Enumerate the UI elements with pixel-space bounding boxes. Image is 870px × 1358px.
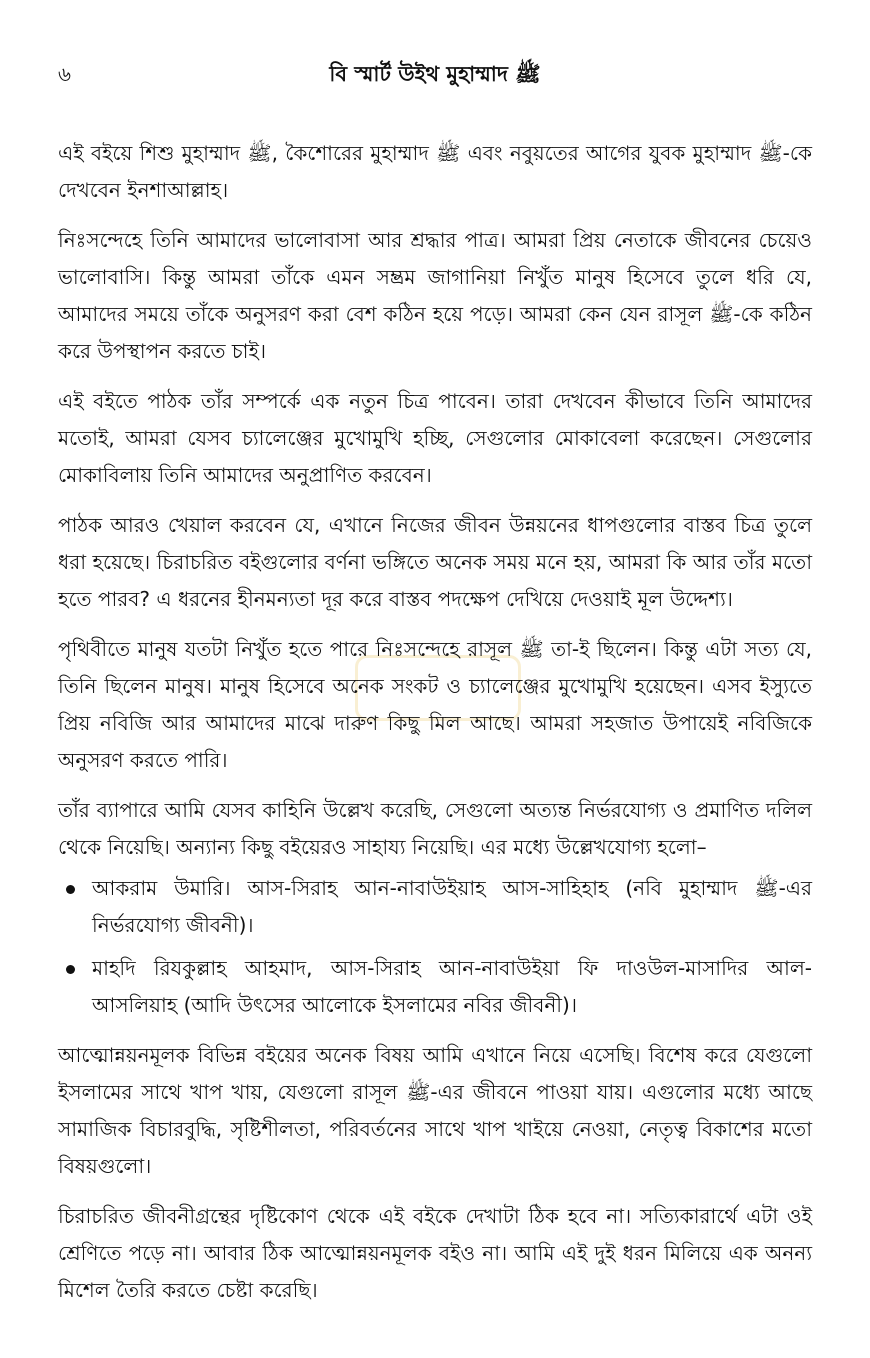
reference-list [58, 870, 812, 1024]
reference-item [92, 870, 812, 944]
paragraph: তাঁর ব্যাপারে আমি যেসব কাহিনি উল্লেখ করেছি, সেগুলো অত্যন্ত নির্ভরযোগ্য ও প্রমাণিত দলিল থেকে নিয়েছি। অন্যান্য কিছু বইয়েরও সাহায্য নিয়েছি। এর মধ্যে উল্লেখযোগ্য হলো– [58, 798, 812, 859]
paragraph: নিঃসন্দেহে তিনি আমাদের ভালোবাসা আর শ্রদ্ধার পাত্র। আমরা প্রিয় নেতাকে জীবনের চেয়েও ভালোবাসি। কিন্তু আমরা তাঁকে এমন সম্ভ্রম জাগানিয়া নিখুঁত মানুষ হিসেবে তুলে ধরি যে, আমাদের সময়ে তাঁকে অনুসরণ করা বেশ কঠিন হয়ে পড়ে। আমরা কেন যেন রাসূল ﷺ-কে কঠিন করে উপস্থাপন করতে চাই। [58, 228, 812, 363]
paragraph: আত্মোন্নয়নমূলক বিভিন্ন বইয়ের অনেক বিষয় আমি এখানে নিয়ে এসেছি। বিশেষ করে যেগুলো ইসলামের সাথে খাপ খায়, যেগুলো রাসূল ﷺ-এর জীবনে পাওয়া যায়। এগুলোর মধ্যে আছে সামাজিক বিচারবুদ্ধি, সৃষ্টিশীলতা, পরিবর্তনের সাথে খাপ খাইয়ে নেওয়া, নেতৃত্ব বিকাশের মতো বিষয়গুলো। [58, 1043, 813, 1178]
paragraph: পৃথিবীতে মানুষ যতটা নিখুঁত হতে পারে নিঃসন্দেহে রাসূল ﷺ তা-ই ছিলেন। কিন্তু এটা সত্য যে, তিনি ছিলেন মানুষ। মানুষ হিসেবে অনেক সংকট ও চ্যালেঞ্জের মুখোমুখি হয়েছেন। এসব ইস্যুতে প্রিয় নবিজি আর আমাদের মাঝে দারুণ কিছু মিল আছে। আমরা সহজাত উপায়েই নবিজিকে অনুসরণ করতে পারি। [58, 637, 812, 772]
reference-item [92, 950, 812, 1024]
bullet-icon [66, 965, 75, 974]
running-title: বি স্মার্ট উইথ মুহাম্মাদ ﷺ [329, 62, 541, 86]
page-body [58, 135, 812, 1322]
reference-text: মাহদি রিযকুল্লাহ আহমাদ, আস-সিরাহ আন-নাবাউইয়া ফি দাওউল-মাসাদির আল-আসলিয়াহ (আদি উৎসের আলোকে ইসলামের নবির জীবনী)। [92, 956, 812, 1017]
reference-text: আকরাম উমারি। আস-সিরাহ আন-নাবাউইয়াহ আস-সাহিহাহ (নবি মুহাম্মাদ ﷺ-এর নির্ভরযোগ্য জীবনী)। [92, 876, 812, 937]
paragraph: এই বইয়ে শিশু মুহাম্মাদ ﷺ, কৈশোরের মুহাম্মাদ ﷺ এবং নবুয়তের আগের যুবক মুহাম্মাদ ﷺ-কে দেখবেন ইনশাআল্লাহ। [58, 141, 812, 202]
paragraph: চিরাচরিত জীবনীগ্রন্থের দৃষ্টিকোণ থেকে এই বইকে দেখাটা ঠিক হবে না। সত্যিকারার্থে এটা ওই শ্রেণিতে পড়ে না। আবার ঠিক আত্মোন্নয়নমূলক বইও না। আমি এই দুই ধরন মিলিয়ে এক অনন্য মিশেল তৈরি করতে চেষ্টা করেছি। [58, 1204, 812, 1302]
paragraph: পাঠক আরও খেয়াল করবেন যে, এখানে নিজের জীবন উন্নয়নের ধাপগুলোর বাস্তব চিত্র তুলে ধরা হয়েছে। চিরাচরিত বইগুলোর বর্ণনা ভঙ্গিতে অনেক সময় মনে হয়, আমরা কি আর তাঁর মতো হতে পারব? এ ধরনের হীনমন্যতা দূর করে বাস্তব পদক্ষেপ দেখিয়ে দেওয়াই মূল উদ্দেশ্য। [58, 513, 812, 611]
paragraph: এই বইতে পাঠক তাঁর সম্পর্কে এক নতুন চিত্র পাবেন। তারা দেখবেন কীভাবে তিনি আমাদের মতোই, আমরা যেসব চ্যালেঞ্জের মুখোমুখি হচ্ছি, সেগুলোর মোকাবেলা করেছেন। সেগুলোর মোকাবিলায় তিনি আমাদের অনুপ্রাণিত করবেন। [58, 389, 812, 487]
bullet-icon [66, 885, 75, 894]
page-number: ৬ [58, 62, 72, 86]
